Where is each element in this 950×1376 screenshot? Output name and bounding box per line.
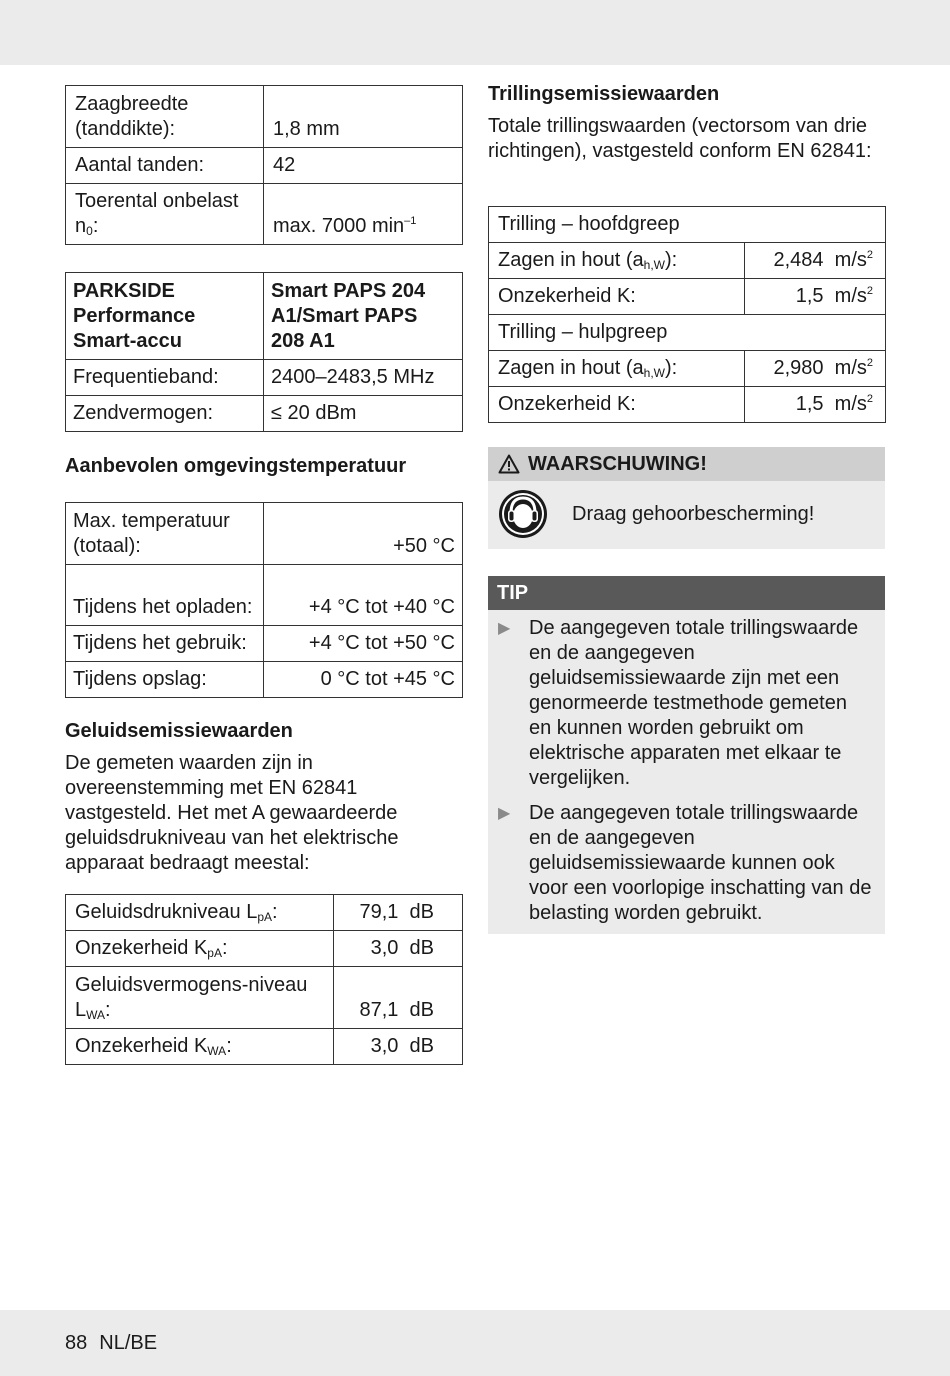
- vibration-label-tail: ):: [665, 249, 678, 271]
- battery-label: Zendvermogen:: [73, 402, 214, 424]
- noise-heading: Geluidsemissiewaarden: [65, 720, 293, 742]
- vibration-value: 2,484: [773, 249, 824, 271]
- table-row: [66, 273, 463, 360]
- header-band: [0, 0, 950, 65]
- table-row: [489, 315, 886, 351]
- table-row: [66, 184, 463, 245]
- page-locale: NL/BE: [99, 1332, 158, 1354]
- spec-value-sup: –1: [404, 215, 417, 227]
- warning-triangle-icon: [498, 454, 520, 474]
- vibration-unit: m/s: [834, 357, 867, 379]
- table-row: [66, 86, 463, 148]
- spec-value: max. 7000 min: [273, 215, 405, 237]
- table-row: [489, 279, 886, 315]
- vibration-value: 1,5: [795, 285, 824, 307]
- spec-label: Zaagbreedte (tanddikte):: [75, 93, 189, 140]
- table-row: [66, 662, 463, 698]
- vibration-heading: Trillingsemissiewaarden: [488, 83, 720, 105]
- spec-value: 1,8 mm: [273, 118, 340, 140]
- noise-unit: dB: [409, 937, 434, 959]
- table-row: [489, 243, 886, 279]
- noise-label: Geluidsvermogens-niveau L: [75, 974, 308, 1021]
- table-row: [66, 565, 463, 626]
- table-row: [489, 351, 886, 387]
- vibration-label: Zagen in hout (a: [498, 249, 644, 271]
- noise-label-tail: :: [226, 1035, 232, 1057]
- battery-value: ≤ 20 dBm: [271, 402, 357, 424]
- temperature-label: Tijdens het opladen:: [73, 596, 253, 618]
- noise-text: De gemeten waarden zijn in overeenstemming met EN 62841 vastgesteld. Het met A gewaardeerde geluidsdrukniveau van het elektrische apparaat bedraagt meestal:: [65, 752, 399, 874]
- table-row: [66, 148, 463, 184]
- noise-label-sub: WA: [86, 1008, 106, 1022]
- spec-label-tail: :: [92, 215, 99, 237]
- noise-label-sub: WA: [207, 1044, 227, 1058]
- noise-table: [65, 894, 463, 1065]
- table-row: [66, 931, 463, 967]
- battery-header-right: Smart PAPS 204 A1/Smart PAPS 208 A1: [271, 280, 426, 352]
- table-row: [66, 626, 463, 662]
- spec-label: Aantal tanden:: [75, 154, 204, 176]
- temperature-table: [65, 502, 463, 698]
- vibration-unit-sup: 2: [866, 285, 873, 297]
- tip-text: De aangegeven totale trillingswaarde en de aangegeven geluidsemissiewaarde kunnen ook voor een voorlopige inschatting van de belasting worden gebruikt.: [529, 802, 872, 924]
- battery-label: Frequentieband:: [73, 366, 219, 388]
- temperature-value: 0 °C tot +45 °C: [320, 668, 455, 690]
- temperature-label: Max. temperatuur (totaal):: [73, 510, 230, 557]
- warning-text: Draag gehoorbescherming!: [572, 502, 815, 525]
- warning-body: [488, 481, 885, 547]
- table-row: [66, 396, 463, 432]
- temperature-value: +4 °C tot +50 °C: [308, 632, 455, 654]
- vibration-text: Totale trillingswaarden (vectorsom van drie richtingen), vastgesteld conform EN 62841:: [488, 115, 872, 162]
- list-item: [498, 616, 873, 791]
- vibration-label-sub: h,W: [643, 258, 665, 272]
- vibration-label-sub: h,W: [643, 366, 665, 380]
- table-row: [66, 360, 463, 396]
- noise-label: Onzekerheid K: [75, 937, 208, 959]
- temperature-value: +50 °C: [393, 535, 455, 557]
- bullet-arrow-icon: ▶: [498, 620, 511, 637]
- footer: [65, 1331, 157, 1356]
- warning-title: WAARSCHUWING!: [528, 452, 707, 475]
- noise-unit: dB: [409, 901, 434, 923]
- vibration-table: [488, 206, 886, 423]
- spec-value: 42: [273, 154, 296, 176]
- table-row: [66, 1029, 463, 1065]
- vibration-label: Zagen in hout (a: [498, 357, 644, 379]
- noise-value: 3,0: [370, 937, 399, 959]
- vibration-unit-sup: 2: [866, 357, 873, 369]
- bullet-arrow-icon: ▶: [498, 805, 511, 822]
- vibration-label-tail: ):: [665, 357, 678, 379]
- tip-list: [488, 610, 885, 926]
- table-row: [66, 503, 463, 565]
- hearing-protection-icon: [498, 489, 548, 539]
- noise-label: Onzekerheid K: [75, 1035, 208, 1057]
- noise-label-tail: :: [272, 901, 278, 923]
- noise-label: Geluidsdrukniveau L: [75, 901, 258, 923]
- spec-table: [65, 85, 463, 245]
- battery-header-left: PARKSIDE Performance Smart-accu: [73, 280, 196, 352]
- warning-header: [488, 447, 885, 481]
- vibration-group-main: Trilling – hoofdgreep: [498, 213, 680, 235]
- table-row: [489, 207, 886, 243]
- spec-label-sub: 0: [86, 224, 93, 238]
- warning-box: [488, 447, 885, 549]
- table-row: [489, 387, 886, 423]
- noise-value: 79,1: [359, 901, 399, 923]
- noise-value: 87,1: [359, 999, 399, 1021]
- list-item: [498, 801, 873, 926]
- vibration-unit: m/s: [834, 249, 867, 271]
- tip-header: TIP: [488, 576, 885, 610]
- tip-box: [488, 576, 885, 934]
- battery-table: [65, 272, 463, 432]
- vibration-value: 1,5: [795, 393, 824, 415]
- noise-label-tail: :: [221, 937, 228, 959]
- vibration-value: 2,980: [773, 357, 824, 379]
- vibration-label: Onzekerheid K:: [498, 393, 636, 415]
- spec-label: Toerental onbelast n: [75, 190, 239, 237]
- tip-text: De aangegeven totale trillingswaarde en de aangegeven geluidsemissiewaarde zijn met een genormeerde testmethode gemeten en kunnen worden gebruikt om elektrische apparaten met elkaar te vergelijken.: [529, 617, 859, 789]
- vibration-unit-sup: 2: [866, 249, 873, 261]
- page-number: 88: [65, 1332, 88, 1354]
- battery-value: 2400–2483,5 MHz: [271, 366, 435, 388]
- vibration-label: Onzekerheid K:: [498, 285, 636, 307]
- noise-label-sub: pA: [257, 910, 273, 924]
- noise-label-sub: pA: [207, 946, 222, 960]
- table-row: [66, 967, 463, 1029]
- temperature-label: Tijdens het gebruik:: [73, 632, 247, 654]
- table-row: [66, 895, 463, 931]
- temperature-heading: Aanbevolen omgevingstemperatuur: [65, 455, 407, 477]
- vibration-group-aux: Trilling – hulpgreep: [498, 321, 668, 343]
- noise-unit: dB: [409, 1035, 434, 1057]
- temperature-label: Tijdens opslag:: [73, 668, 207, 690]
- vibration-unit-sup: 2: [866, 393, 873, 405]
- temperature-value: +4 °C tot +40 °C: [308, 596, 455, 618]
- vibration-unit: m/s: [834, 285, 867, 307]
- vibration-unit: m/s: [834, 393, 867, 415]
- noise-value: 3,0: [370, 1035, 399, 1057]
- noise-unit: dB: [409, 999, 434, 1021]
- noise-label-tail: :: [105, 999, 111, 1021]
